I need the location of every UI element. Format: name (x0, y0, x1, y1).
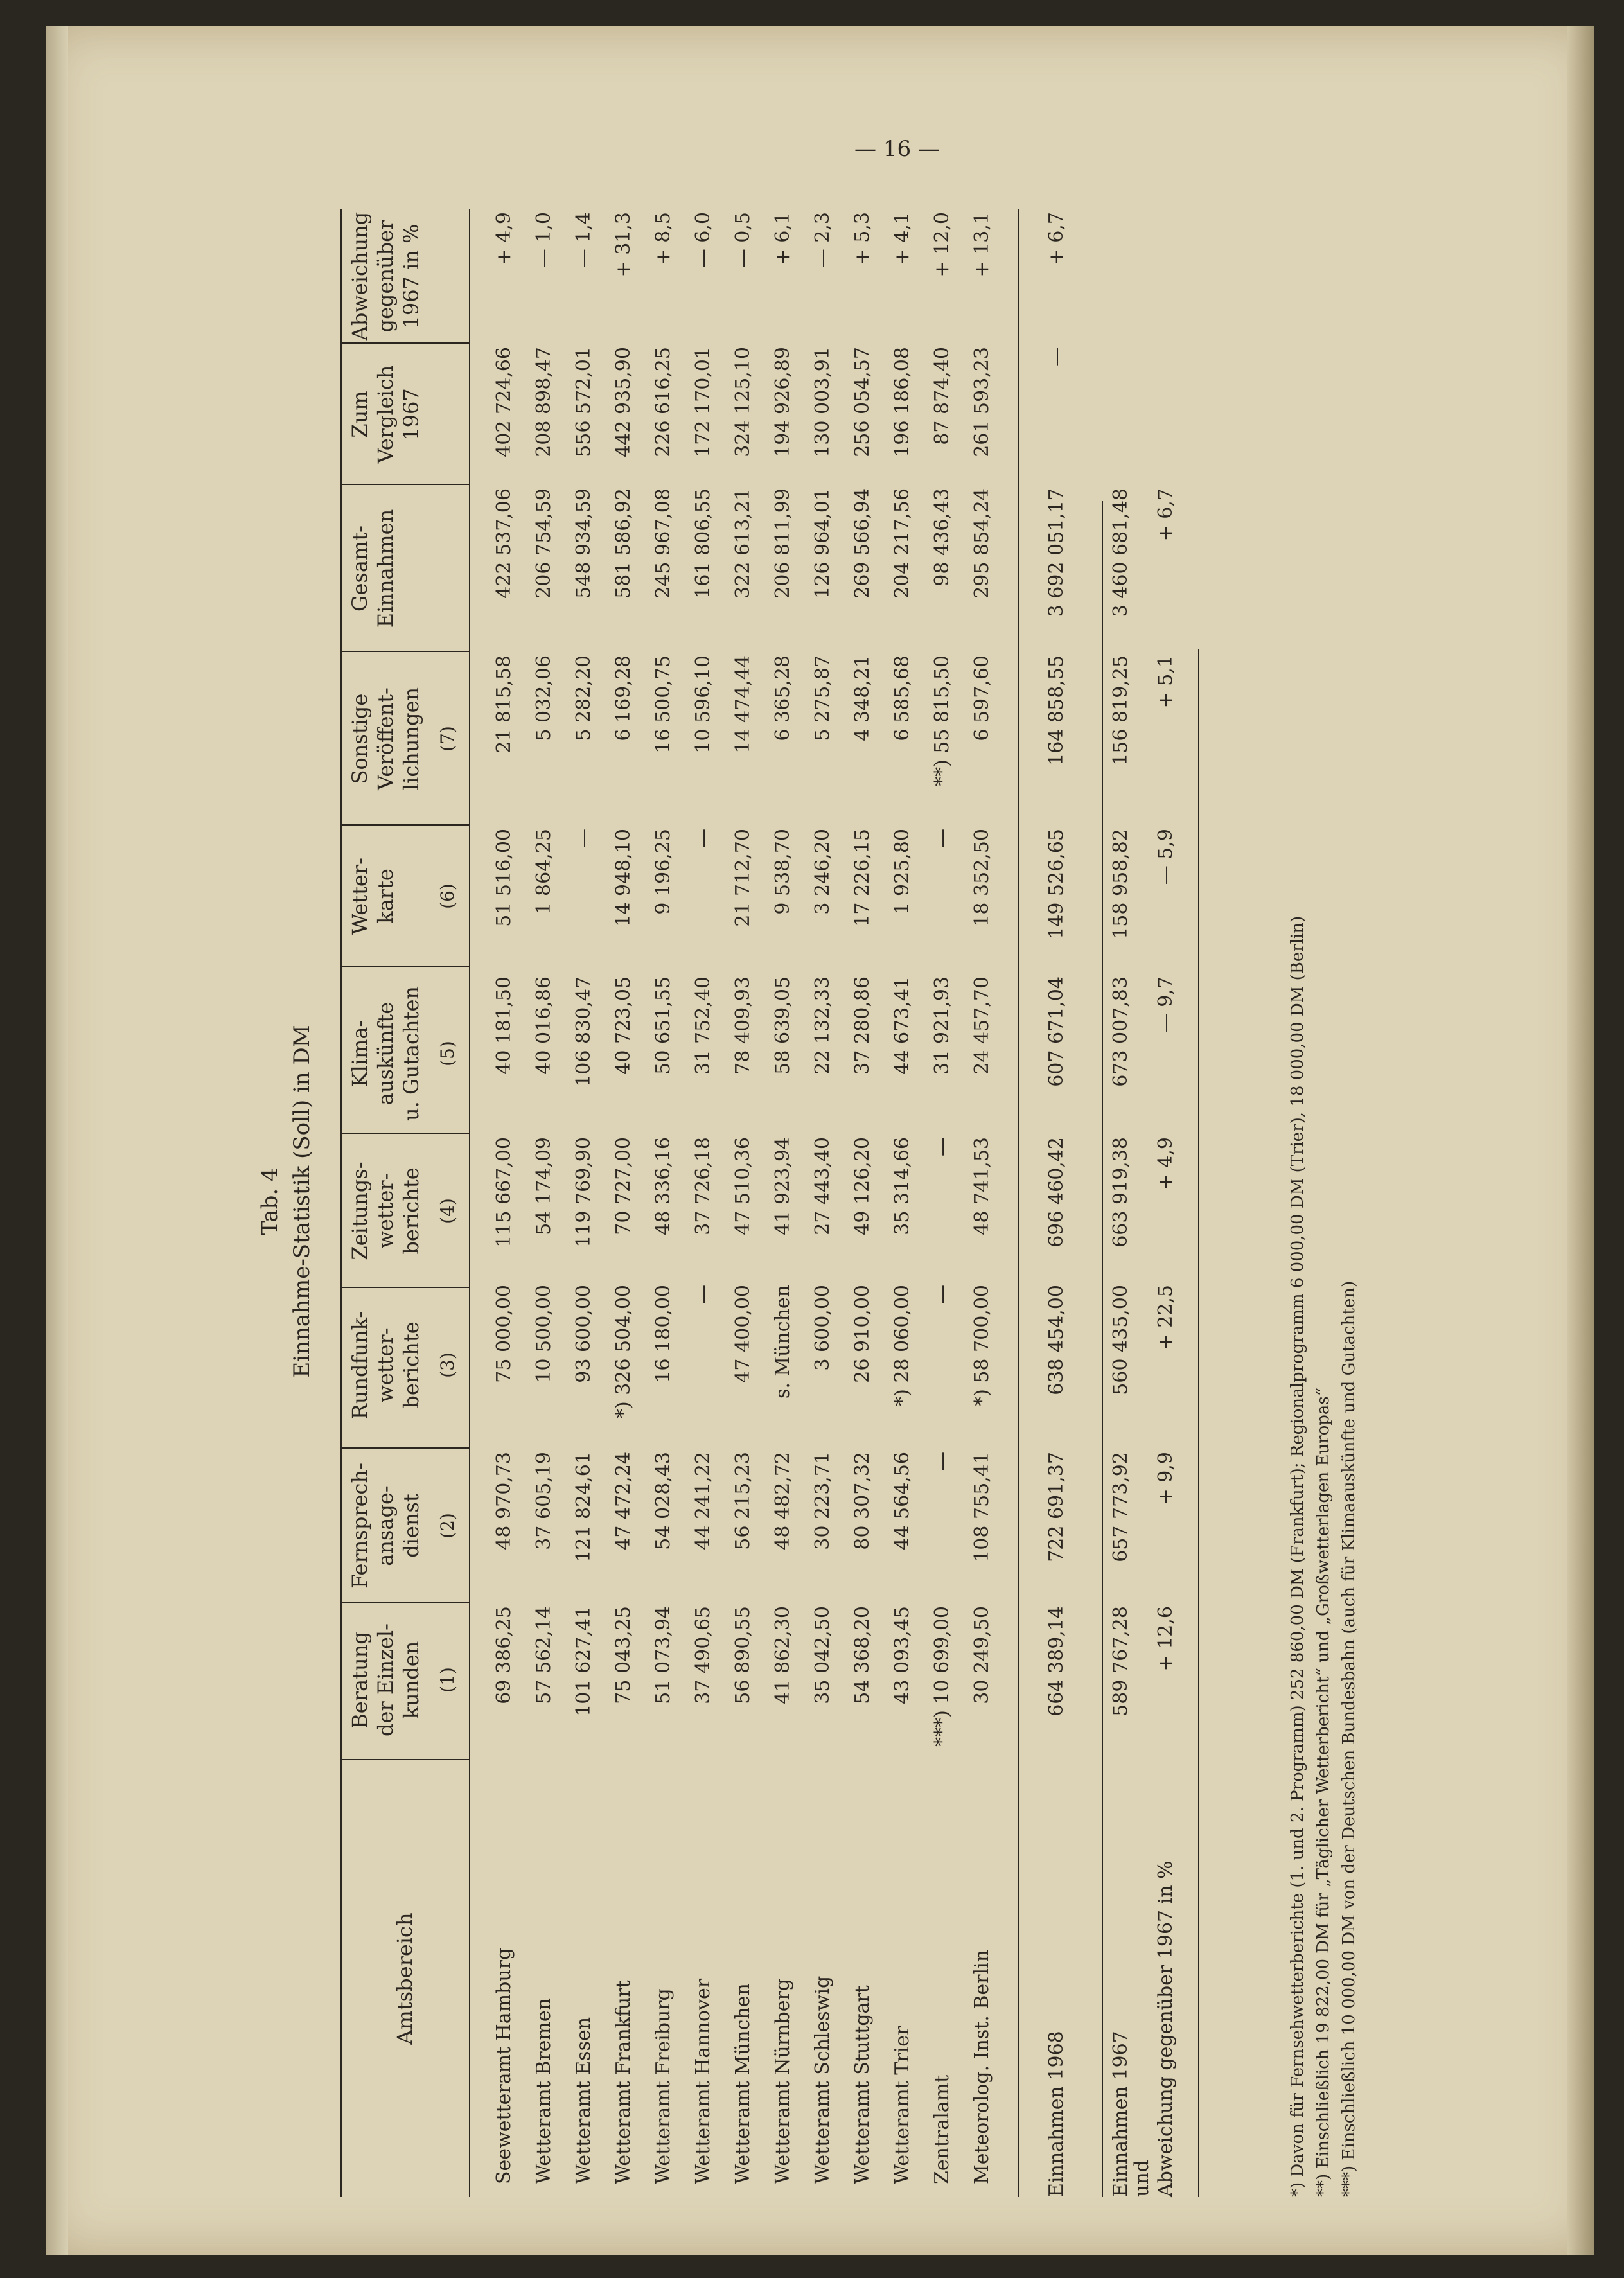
table-cell: 194 926,89 (772, 347, 794, 457)
difference-cell: + 12,6 (1154, 1606, 1177, 1672)
table-cell: 48 482,72 (772, 1452, 794, 1550)
column-header-line: auskünfte (373, 1002, 398, 1106)
table-cell: 119 769,90 (572, 1137, 595, 1248)
table-cell: 9 196,25 (652, 829, 675, 915)
table-cell: 35 314,66 (891, 1137, 914, 1235)
table-cell: 22 132,33 (811, 976, 834, 1075)
page-number: — 16 — (854, 136, 940, 162)
table-cell: 47 510,36 (732, 1137, 754, 1235)
difference-cell: + 5,1 (1154, 655, 1177, 709)
table-cell: 126 964,01 (811, 488, 834, 599)
table-cell: 17 226,15 (851, 829, 874, 927)
page-edge-left (46, 26, 68, 2255)
table-cell: 50 651,55 (652, 976, 675, 1075)
column-header-line: der Einzel- (373, 1623, 398, 1736)
table-cell: 80 307,32 (851, 1452, 874, 1550)
column-header-line: lichungen (399, 687, 423, 791)
total-1967-cell: 657 773,92 (1109, 1452, 1132, 1562)
row-label: Meteorolog. Inst. Berlin (971, 1949, 993, 2184)
table-cell: 87 874,40 (931, 347, 953, 445)
table-cell: 5 282,20 (572, 655, 595, 741)
table-cell: 69 386,25 (493, 1606, 515, 1704)
table-cell: 10 596,10 (692, 655, 714, 754)
column-header-line: kunden (399, 1641, 423, 1719)
total-1968-cell: 164 858,55 (1045, 655, 1068, 766)
table-cell: 31 752,40 (692, 976, 714, 1075)
table-cell: — 1,4 (572, 212, 595, 269)
table-cell: 37 280,86 (851, 976, 874, 1075)
column-header-line: dienst (399, 1494, 423, 1558)
table-cell: 44 673,41 (891, 976, 914, 1075)
column-header-line: Einnahmen (373, 509, 398, 628)
table-cell: 41 923,94 (772, 1137, 794, 1235)
header-amtsbereich: Amtsbereich (393, 1912, 417, 2045)
table-cell: 295 854,24 (971, 488, 993, 599)
table-cell: 206 811,99 (772, 488, 794, 599)
total-1967-label: Einnahmen 1967 (1109, 2031, 1132, 2197)
table-cell: 37 490,65 (692, 1606, 714, 1704)
table-cell: 47 400,00 (732, 1285, 754, 1383)
total-1968-cell: 607 671,04 (1045, 976, 1068, 1087)
table-cell: 6 365,28 (772, 655, 794, 741)
table-cell: 26 910,00 (851, 1285, 874, 1383)
table-cell: 40 181,50 (493, 976, 515, 1075)
page-edge-right (1567, 26, 1594, 2255)
table-cell: ***) 10 699,00 (931, 1606, 953, 1747)
table-cell: 78 409,93 (732, 976, 754, 1075)
table-cell: 44 564,56 (891, 1452, 914, 1550)
difference-label: Abweichung gegenüber 1967 in % (1154, 1860, 1177, 2197)
row-label: Wetteramt Bremen (533, 1998, 555, 2184)
total-1967-cell: 3 460 681,48 (1109, 488, 1132, 617)
table-cell: + 4,9 (493, 212, 515, 265)
table-cell: 58 639,05 (772, 976, 794, 1075)
column-number: (5) (437, 1041, 458, 1066)
table-cell: 14 948,10 (612, 829, 635, 927)
column-header-line: ansage- (373, 1485, 398, 1566)
table-cell: — 0,5 (732, 212, 754, 269)
table-cell: — (931, 829, 953, 848)
column-header-line: u. Gutachten (399, 986, 423, 1121)
table-cell: 75 043,25 (612, 1606, 635, 1704)
footnote: **) Einschließlich 19 822,00 DM für „Täglicher Wetterbericht“ und „Großwetterlagen Europas“ (1314, 1387, 1333, 2197)
table-cell: 121 824,61 (572, 1452, 595, 1562)
table-cell: + 8,5 (652, 212, 675, 265)
table-cell: 51 516,00 (493, 829, 515, 927)
table-cell: — 6,0 (692, 212, 714, 269)
column-number: (7) (437, 726, 458, 752)
table-cell: 56 215,23 (732, 1452, 754, 1550)
table-cell: 31 921,93 (931, 976, 953, 1075)
table-cell: — (692, 1285, 714, 1304)
table-cell: 48 970,73 (493, 1452, 515, 1550)
table-cell: 1 864,25 (533, 829, 555, 915)
table-cell: 14 474,44 (732, 655, 754, 754)
column-header-line: Beratung (348, 1631, 372, 1729)
rotated-table-page (244, 206, 1368, 2197)
column-header-line: 1967 (399, 388, 423, 441)
table-cell: — (572, 829, 595, 848)
column-number: (1) (437, 1667, 458, 1693)
total-1967-cell: 158 958,82 (1109, 829, 1132, 939)
table-cell: 548 934,59 (572, 488, 595, 599)
table-cell: *) 28 060,00 (891, 1285, 914, 1406)
table-cell: 18 352,50 (971, 829, 993, 927)
table-cell: 48 741,53 (971, 1137, 993, 1235)
table-cell: 5 275,87 (811, 655, 834, 741)
difference-cell: — 9,7 (1154, 976, 1177, 1033)
table-cell: s. München (772, 1285, 794, 1399)
column-header-line: Zum (348, 391, 372, 438)
column-header-line: Abweichung (348, 211, 372, 341)
table-cell: **) 55 815,50 (931, 655, 953, 786)
column-header-line: wetter- (373, 1173, 398, 1249)
table-cell: 3 600,00 (811, 1285, 834, 1371)
table-cell: + 4,1 (891, 212, 914, 265)
total-1968-cell: — (1045, 347, 1068, 366)
table-cell: 130 003,91 (811, 347, 834, 457)
row-label: Wetteramt Stuttgart (851, 1985, 874, 2184)
total-1968-cell: 3 692 051,17 (1045, 488, 1068, 617)
row-label: Wetteramt Schleswig (811, 1975, 834, 2184)
table-cell: 41 862,30 (772, 1606, 794, 1704)
difference-cell: + 4,9 (1154, 1137, 1177, 1190)
total-1967-cell: 560 435,00 (1109, 1285, 1132, 1395)
table-cell: 47 472,24 (612, 1452, 635, 1550)
table-cell: — 1,0 (533, 212, 555, 269)
table-number: Tab. 4 (257, 1167, 283, 1235)
table-cell: 21 815,58 (493, 655, 515, 754)
total-1967-cell: 156 819,25 (1109, 655, 1132, 766)
column-header-line: wetter- (373, 1327, 398, 1403)
column-header-line: gegenüber (373, 220, 398, 333)
table-cell: 204 217,56 (891, 488, 914, 599)
table-cell: 54 028,43 (652, 1452, 675, 1550)
table-cell: 1 925,80 (891, 829, 914, 915)
column-header-line: Klima- (348, 1020, 372, 1088)
table-cell: + 31,3 (612, 212, 635, 278)
column-header-line: Wetter- (348, 858, 372, 935)
column-header-line: berichte (399, 1167, 423, 1255)
table-cell: + 5,3 (851, 212, 874, 265)
table-cell: 54 368,20 (851, 1606, 874, 1704)
total-1968-cell: 722 691,37 (1045, 1452, 1068, 1562)
total-1967-rule (1102, 501, 1103, 2197)
column-header-line: Veröffent- (373, 687, 398, 790)
table-cell: + 6,1 (772, 212, 794, 265)
table-cell: 442 935,90 (612, 347, 635, 457)
footnote: ***) Einschließlich 10 000,00 DM von der Deutschen Bundesbahn (auch für Klimaauskünfte und Gutachten) (1339, 1280, 1359, 2197)
total-1968-label: Einnahmen 1968 (1045, 2031, 1068, 2197)
table-cell: 30 249,50 (971, 1606, 993, 1704)
table-cell: 37 726,18 (692, 1137, 714, 1235)
total-rule (1018, 209, 1019, 2197)
difference-cell: + 6,7 (1154, 488, 1177, 542)
column-number: (4) (437, 1198, 458, 1224)
table-cell: 16 180,00 (652, 1285, 675, 1383)
table-cell: — (931, 1137, 953, 1156)
table-cell: — (692, 829, 714, 848)
table-cell: 6 585,68 (891, 655, 914, 741)
total-1968-cell: + 6,7 (1045, 212, 1068, 265)
total-1967-cell: 663 919,38 (1109, 1137, 1132, 1248)
total-1968-cell: 696 460,42 (1045, 1137, 1068, 1248)
table-cell: 49 126,20 (851, 1137, 874, 1235)
table-cell: 75 000,00 (493, 1285, 515, 1383)
table-cell: 93 600,00 (572, 1285, 595, 1383)
table-cell: 56 890,55 (732, 1606, 754, 1704)
table-cell: 196 186,08 (891, 347, 914, 457)
table-cell: 106 830,47 (572, 976, 595, 1087)
table-cell: 40 016,86 (533, 976, 555, 1075)
column-header-line: Vergleich (373, 365, 398, 464)
table-cell: 206 754,59 (533, 488, 555, 599)
row-label: Wetteramt Frankfurt (612, 1980, 635, 2184)
table-cell: 581 586,92 (612, 488, 635, 599)
table-cell: 70 727,00 (612, 1137, 635, 1235)
column-header-line: Zeitungs- (348, 1161, 372, 1260)
table-cell: 108 755,41 (971, 1452, 993, 1562)
total-1967-cell: 673 007,83 (1109, 976, 1132, 1087)
table-cell: *) 58 700,00 (971, 1285, 993, 1406)
table-bottom-rule (1198, 649, 1199, 2197)
table-cell: 10 500,00 (533, 1285, 555, 1383)
column-number: (6) (437, 883, 458, 909)
table-cell: — (931, 1452, 953, 1471)
row-label: Wetteramt Nürnberg (772, 1978, 794, 2184)
table-cell: *) 326 504,00 (612, 1285, 635, 1419)
table-cell: 245 967,08 (652, 488, 675, 599)
header-bottom-rule (469, 209, 470, 2197)
table-cell: 16 500,75 (652, 655, 675, 754)
table-cell: 51 073,94 (652, 1606, 675, 1704)
column-header-line: karte (373, 869, 398, 924)
difference-label-und: und (1131, 2160, 1153, 2197)
column-header-line: Fernsprech- (348, 1463, 372, 1589)
table-cell: 4 348,21 (851, 655, 874, 741)
row-label: Wetteramt Essen (572, 2017, 595, 2184)
table-cell: 402 724,66 (493, 347, 515, 457)
table-cell: 98 436,43 (931, 488, 953, 587)
table-cell: 9 538,70 (772, 829, 794, 915)
row-label: Wetteramt Trier (891, 2026, 914, 2184)
table-cell: 556 572,01 (572, 347, 595, 457)
table-cell: 27 443,40 (811, 1137, 834, 1235)
column-header-line: Rundfunk- (348, 1311, 372, 1420)
difference-cell: — 5,9 (1154, 829, 1177, 885)
row-label: Wetteramt Freiburg (652, 1988, 675, 2184)
column-header-line: 1967 in % (399, 224, 423, 329)
row-label: Zentralamt (931, 2074, 953, 2184)
table-cell: 115 667,00 (493, 1137, 515, 1248)
table-top-rule (340, 209, 342, 2197)
table-cell: 3 246,20 (811, 829, 834, 915)
table-cell: 37 605,19 (533, 1452, 555, 1550)
table-cell: 54 174,09 (533, 1137, 555, 1235)
row-label: Seewetteramt Hamburg (493, 1947, 515, 2184)
table-cell: 40 723,05 (612, 976, 635, 1075)
row-label: Wetteramt Hannover (692, 1978, 714, 2184)
table-cell: 44 241,22 (692, 1452, 714, 1550)
table-cell: + 12,0 (931, 212, 953, 278)
table-cell: 161 806,55 (692, 488, 714, 599)
table-cell: + 13,1 (971, 212, 993, 278)
table-title: Einnahme-Statistik (Soll) in DM (289, 1025, 315, 1378)
table-cell: 322 613,21 (732, 488, 754, 599)
footnote: *) Davon für Fernsehwetterberichte (1. und 2. Programm) 252 860,00 DM (Frankfurt); Regionalprogramm 6 000,00 DM (Trier), 18 000,00 DM (Berlin) (1288, 915, 1307, 2197)
table-cell: 256 054,57 (851, 347, 874, 457)
table-cell: 208 898,47 (533, 347, 555, 457)
table-cell: 5 032,06 (533, 655, 555, 741)
table-cell: 48 336,16 (652, 1137, 675, 1235)
column-header-line: Gesamt- (348, 525, 372, 612)
table-cell: 35 042,50 (811, 1606, 834, 1704)
table-cell: 24 457,70 (971, 976, 993, 1075)
total-1968-cell: 149 526,65 (1045, 829, 1068, 939)
table-cell: 324 125,10 (732, 347, 754, 457)
total-1967-cell: 589 767,28 (1109, 1606, 1132, 1717)
table-cell: 226 616,25 (652, 347, 675, 457)
table-cell: 6 169,28 (612, 655, 635, 741)
table-cell: 30 223,71 (811, 1452, 834, 1550)
difference-cell: + 22,5 (1154, 1285, 1177, 1350)
row-label: Wetteramt München (732, 1983, 754, 2184)
table-cell: 6 597,60 (971, 655, 993, 741)
total-1968-cell: 664 389,14 (1045, 1606, 1068, 1717)
table-cell: 101 627,41 (572, 1606, 595, 1717)
table-cell: 422 537,06 (493, 488, 515, 599)
table-cell: 21 712,70 (732, 829, 754, 927)
table-cell: — 2,3 (811, 212, 834, 269)
table-cell: 261 593,23 (971, 347, 993, 457)
column-number: (3) (437, 1352, 458, 1378)
table-cell: 57 562,14 (533, 1606, 555, 1704)
table-cell: 43 093,45 (891, 1606, 914, 1704)
column-header-line: Sonstige (348, 693, 372, 784)
table-cell: — (931, 1285, 953, 1304)
column-number: (2) (437, 1513, 458, 1539)
difference-cell: + 9,9 (1154, 1452, 1177, 1505)
total-1968-cell: 638 454,00 (1045, 1285, 1068, 1395)
column-header-line: berichte (399, 1321, 423, 1409)
table-cell: 172 170,01 (692, 347, 714, 457)
table-cell: 269 566,94 (851, 488, 874, 599)
